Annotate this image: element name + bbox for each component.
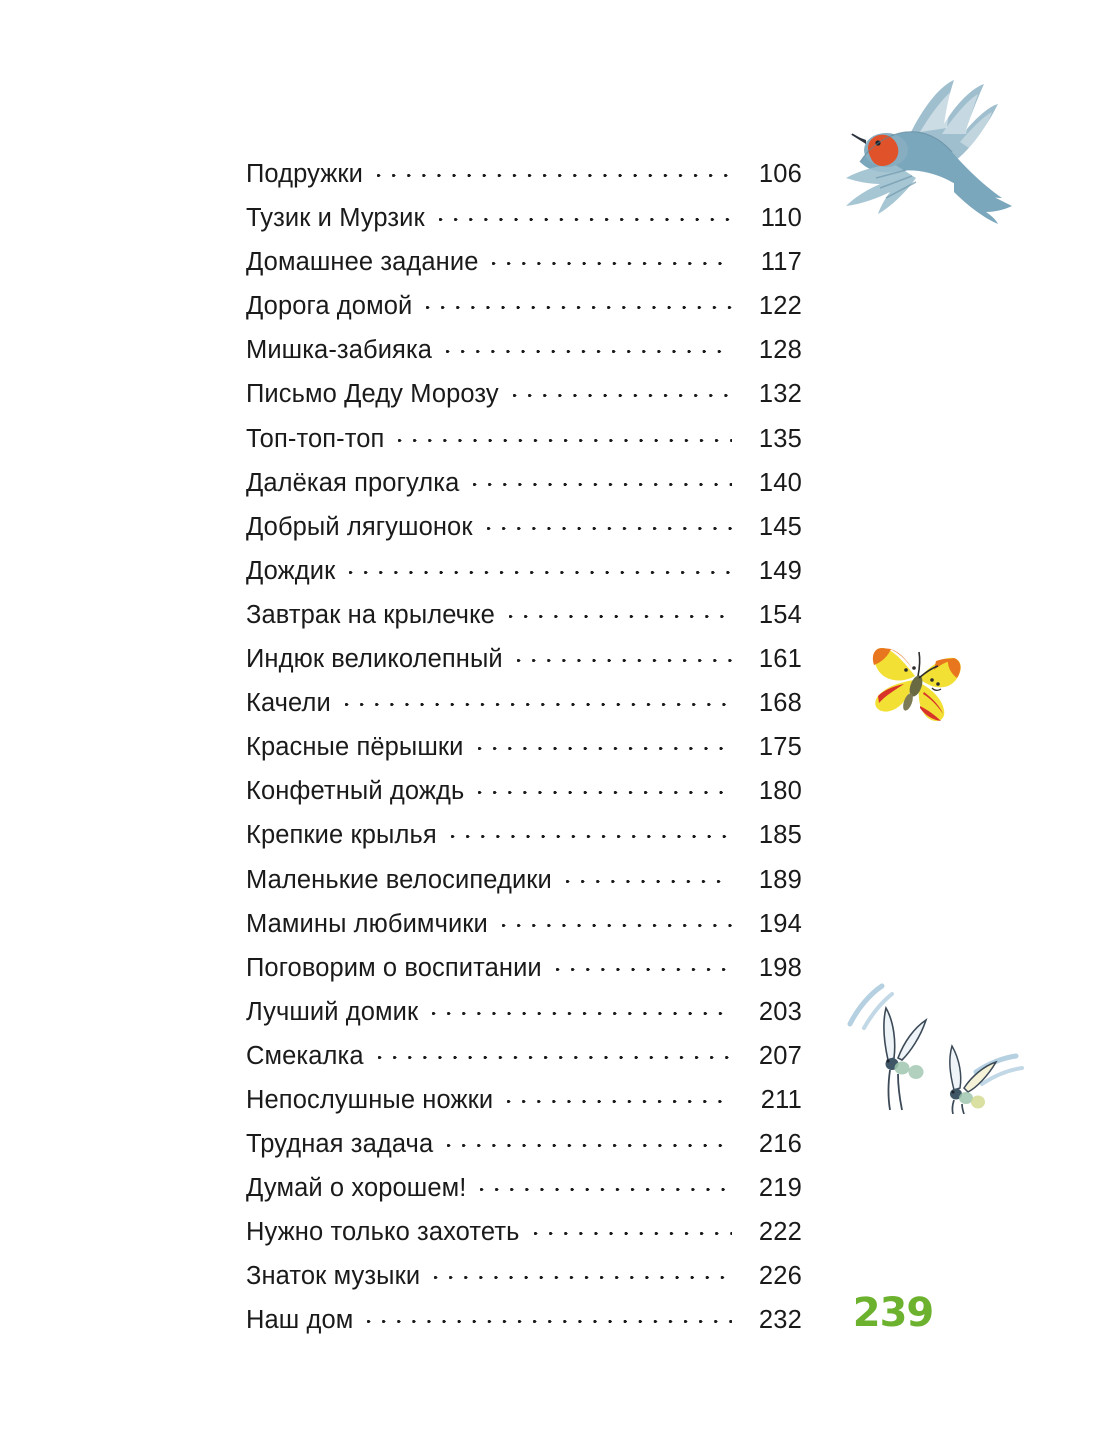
toc-dot-leader: [473, 475, 732, 491]
toc-entry-page-number: 219: [758, 1174, 802, 1203]
toc-entry[interactable]: [246, 645, 802, 689]
toc-entry[interactable]: [246, 469, 802, 513]
toc-entry-page-number: 110: [760, 204, 802, 233]
toc-dot-leader: [345, 695, 732, 711]
toc-entry-title: Конфетный дождь: [246, 777, 465, 806]
toc-entry[interactable]: [246, 1086, 802, 1130]
toc-entry[interactable]: [246, 910, 802, 954]
toc-entry-title: Топ-топ-топ: [246, 424, 385, 453]
toc-dot-leader: [434, 1268, 732, 1284]
toc-dot-leader: [426, 298, 732, 314]
toc-entry-title: Знаток музыки: [246, 1262, 421, 1291]
toc-entry-page-number: 198: [758, 953, 802, 982]
toc-dot-leader: [507, 1092, 732, 1108]
toc-entry[interactable]: [246, 601, 802, 645]
table-of-contents: [246, 160, 802, 1351]
toc-entry-page-number: 161: [758, 645, 802, 674]
toc-dot-leader: [556, 960, 732, 976]
toc-dot-leader: [502, 916, 732, 932]
toc-entry[interactable]: [246, 733, 802, 777]
butterfly-illustration: [858, 628, 976, 728]
toc-entry-title: Наш дом: [246, 1306, 354, 1335]
toc-dot-leader: [377, 166, 732, 182]
toc-entry[interactable]: [246, 1042, 802, 1086]
toc-entry[interactable]: [246, 248, 802, 292]
toc-dot-leader: [349, 563, 732, 579]
toc-entry-title: Маленькие велосипедики: [246, 865, 552, 894]
toc-dot-leader: [513, 386, 732, 402]
toc-entry-page-number: 140: [758, 468, 802, 497]
toc-entry-title: Письмо Деду Морозу: [246, 380, 499, 409]
toc-entry[interactable]: [246, 513, 802, 557]
toc-dot-leader: [447, 1136, 732, 1152]
toc-entry[interactable]: [246, 204, 802, 248]
toc-dot-leader: [478, 739, 732, 755]
toc-entry-page-number: 203: [758, 997, 802, 1026]
toc-entry[interactable]: [246, 292, 802, 336]
page-number-folio: 239: [852, 1290, 934, 1336]
toc-dot-leader: [566, 872, 732, 888]
toc-entry-page-number: 149: [758, 556, 802, 585]
toc-dot-leader: [439, 210, 732, 226]
toc-entry-page-number: 132: [758, 380, 802, 409]
toc-entry-page-number: 168: [758, 689, 802, 718]
toc-dot-leader: [478, 783, 732, 799]
toc-entry[interactable]: [246, 1130, 802, 1174]
toc-entry[interactable]: [246, 689, 802, 733]
toc-dot-leader: [378, 1048, 732, 1064]
toc-dot-leader: [492, 254, 732, 270]
toc-entry-title: Нужно только захотеть: [246, 1218, 520, 1247]
toc-entry-page-number: 189: [758, 865, 802, 894]
toc-entry-title: Дождик: [246, 556, 336, 585]
toc-entry-title: Поговорим о воспитании: [246, 953, 542, 982]
toc-entry-page-number: 222: [758, 1218, 802, 1247]
toc-entry[interactable]: [246, 821, 802, 865]
toc-entry-title: Непослушные ножки: [246, 1085, 494, 1114]
toc-entry-title: Завтрак на крылечке: [246, 600, 495, 629]
toc-entry-page-number: 194: [758, 909, 802, 938]
toc-entry-title: Дорога домой: [246, 292, 413, 321]
toc-entry-title: Думай о хорошем!: [246, 1174, 467, 1203]
toc-entry-title: Трудная задача: [246, 1130, 434, 1159]
toc-entry-page-number: 175: [758, 733, 802, 762]
toc-entry[interactable]: [246, 1262, 802, 1306]
toc-entry-title: Тузик и Мурзик: [246, 204, 425, 233]
toc-entry-page-number: 122: [758, 292, 802, 321]
toc-entry[interactable]: [246, 160, 802, 204]
toc-entry-page-number: 226: [758, 1262, 802, 1291]
toc-entry[interactable]: [246, 336, 802, 380]
toc-dot-leader: [517, 651, 732, 667]
toc-entry-title: Мишка-забияка: [246, 336, 433, 365]
toc-entry[interactable]: [246, 777, 802, 821]
toc-entry[interactable]: [246, 998, 802, 1042]
toc-entry-page-number: 180: [758, 777, 802, 806]
toc-entry-title: Смекалка: [246, 1041, 364, 1070]
flying-bird-illustration: [836, 72, 1022, 224]
toc-entry-page-number: 232: [758, 1306, 802, 1335]
toc-entry-title: Далёкая прогулка: [246, 468, 460, 497]
toc-entry-title: Лучший домик: [246, 997, 419, 1026]
toc-entry[interactable]: [246, 557, 802, 601]
toc-entry-title: Качели: [246, 689, 331, 718]
toc-entry[interactable]: [246, 1174, 802, 1218]
toc-entry[interactable]: [246, 380, 802, 424]
toc-entry[interactable]: [246, 1218, 802, 1262]
toc-dot-leader: [509, 607, 732, 623]
toc-dot-leader: [480, 1180, 732, 1196]
toc-entry-title: Крепкие крылья: [246, 821, 437, 850]
toc-entry-title: Домашнее задание: [246, 248, 479, 277]
toc-dot-leader: [432, 1004, 732, 1020]
dragonflies-illustration: [836, 972, 1032, 1114]
toc-dot-leader: [534, 1224, 733, 1240]
toc-entry-page-number: 216: [758, 1130, 802, 1159]
toc-entry-title: Мамины любимчики: [246, 909, 488, 938]
toc-entry-page-number: 128: [758, 336, 802, 365]
toc-entry-page-number: 211: [760, 1085, 802, 1114]
toc-entry[interactable]: [246, 954, 802, 998]
toc-entry-page-number: 135: [758, 424, 802, 453]
toc-entry[interactable]: [246, 1306, 802, 1350]
toc-entry-page-number: 117: [760, 248, 802, 277]
toc-dot-leader: [451, 827, 732, 843]
toc-entry-page-number: 185: [758, 821, 802, 850]
toc-dot-leader: [487, 519, 732, 535]
toc-entry-title: Красные пёрышки: [246, 733, 464, 762]
toc-entry-title: Подружки: [246, 160, 364, 188]
toc-entry[interactable]: [246, 866, 802, 910]
toc-entry[interactable]: [246, 425, 802, 469]
toc-entry-page-number: 145: [758, 512, 802, 541]
toc-entry-title: Индюк великолепный: [246, 645, 503, 674]
toc-entry-page-number: 154: [758, 600, 802, 629]
toc-dot-leader: [446, 342, 732, 358]
toc-dot-leader: [398, 431, 732, 447]
toc-entry-page-number: 207: [758, 1041, 802, 1070]
toc-entry-title: Добрый лягушонок: [246, 512, 473, 541]
toc-entry-page-number: 106: [758, 160, 802, 188]
toc-dot-leader: [367, 1312, 732, 1328]
